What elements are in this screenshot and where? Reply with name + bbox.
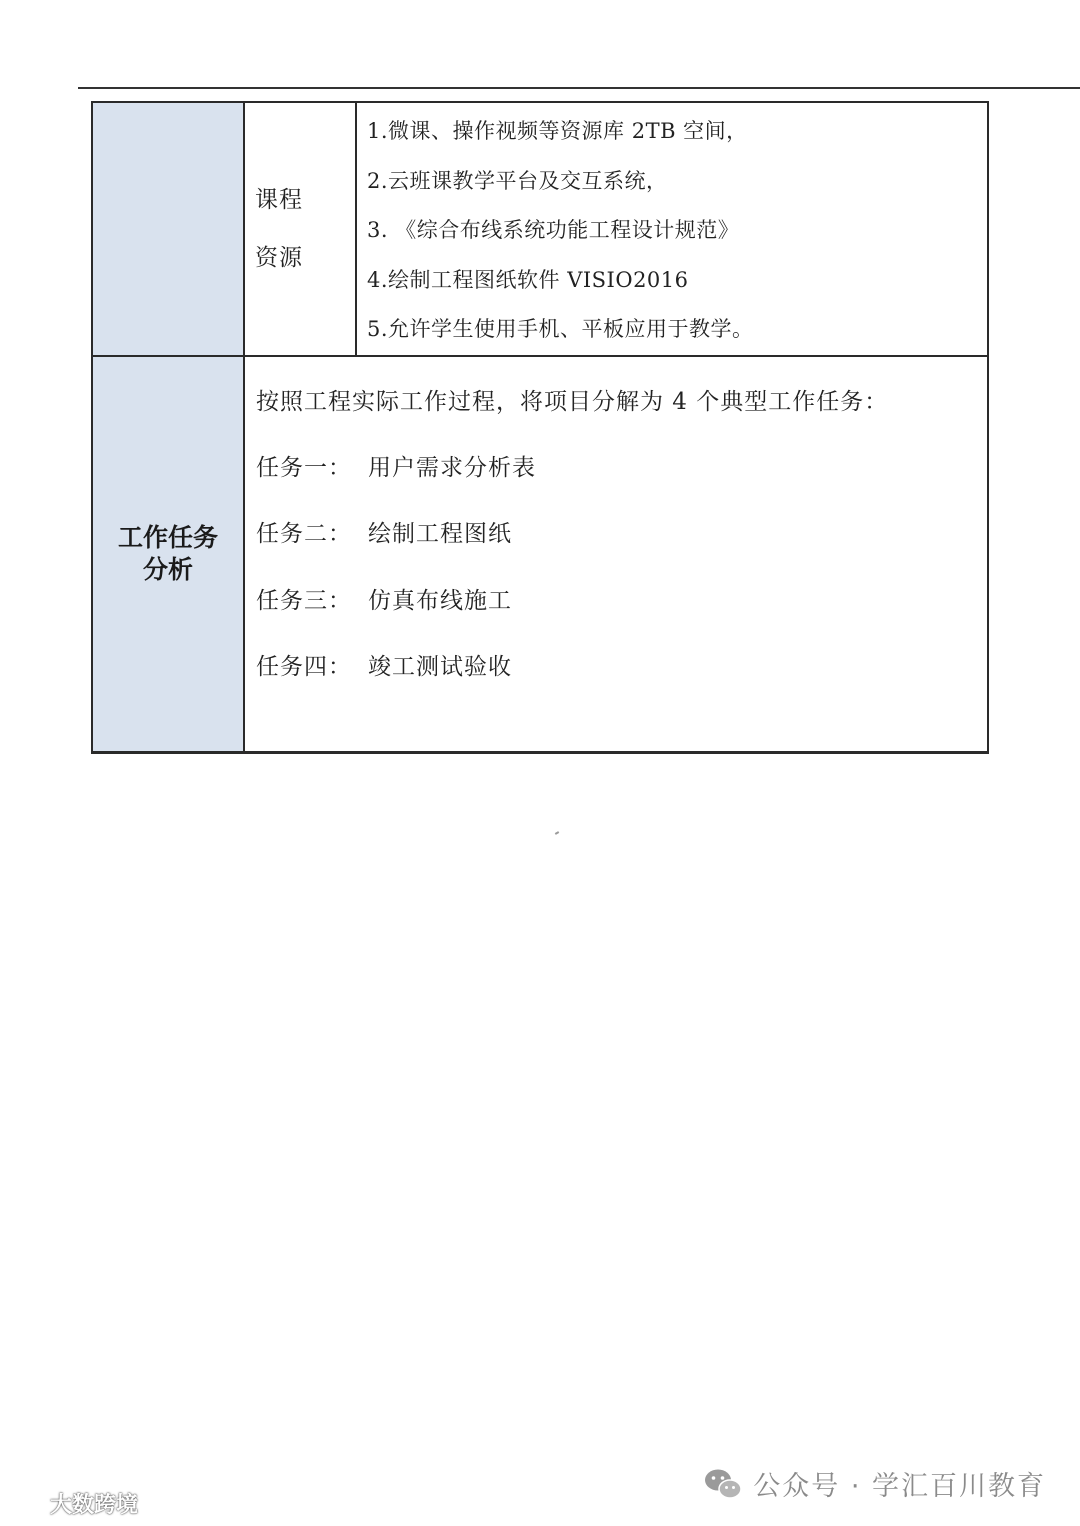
- watermark-right-text: 公众号 · 学汇百川教育: [753, 1471, 1046, 1502]
- task-label: 任务三：: [256, 587, 352, 614]
- task-text: 竣工测试验收: [368, 654, 512, 680]
- task-item: [256, 501, 987, 568]
- watermark-left-text: 大数跨境: [50, 1493, 139, 1518]
- resources-label-line1: 课程: [255, 186, 303, 213]
- task-item: [256, 634, 987, 701]
- tasks-block: [245, 357, 987, 701]
- list-item: 5.允许学生使用手机、平板应用于教学。: [367, 317, 754, 341]
- list-item: 1.微课、操作视频等资源库 2TB 空间，: [367, 119, 748, 143]
- border-gap: [612, 745, 646, 751]
- tasks-content-cell: [244, 356, 988, 753]
- section-title-line1: 工作任务: [117, 522, 218, 552]
- tasks-intro: 按照工程实际工作过程，将项目分解为 4 个典型工作任务：: [256, 388, 889, 415]
- section-title-line2: 分析: [142, 554, 193, 584]
- task-text: 绘制工程图纸: [368, 521, 512, 547]
- section-label-cell: [92, 356, 244, 753]
- scan-speck: [555, 831, 559, 835]
- logo-icon: [8, 1493, 44, 1515]
- resources-list: [357, 103, 987, 355]
- wechat-icon: [703, 1467, 743, 1501]
- table-row-tasks: [92, 356, 988, 753]
- section-label-cell-empty: [92, 102, 244, 356]
- header-rule: [78, 87, 1080, 89]
- task-label: 任务一：: [256, 454, 352, 481]
- task-label: 任务四：: [256, 654, 352, 680]
- watermark-right: [703, 1464, 1046, 1503]
- resources-label-line2: 资源: [255, 244, 303, 271]
- task-text: 用户需求分析表: [368, 454, 536, 481]
- watermark-left: [8, 1488, 138, 1519]
- task-label: 任务二：: [256, 521, 352, 547]
- table-row-resources: [92, 102, 988, 356]
- list-item: 4.绘制工程图纸软件 VISIO2016: [367, 267, 689, 292]
- list-item: 3. 《综合布线系统功能工程设计规范》: [367, 218, 740, 242]
- sub-label-cell: [244, 102, 356, 356]
- resources-content-cell: [356, 102, 988, 356]
- task-text: 仿真布线施工: [368, 587, 512, 614]
- plan-table: [91, 101, 989, 754]
- section-title: [93, 522, 243, 586]
- task-item: [256, 435, 987, 502]
- task-item: [256, 568, 987, 635]
- list-item: 2.云班课教学平台及交互系统，: [367, 168, 668, 193]
- resources-label: [245, 171, 355, 287]
